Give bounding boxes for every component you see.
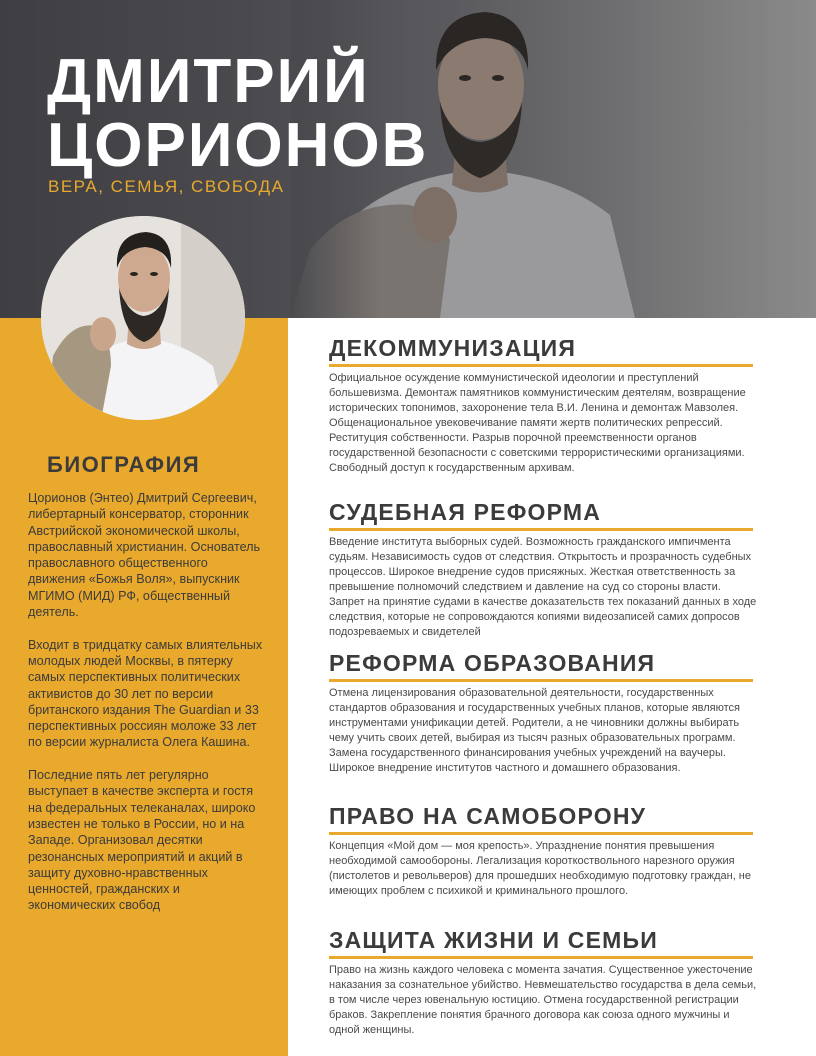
section-text: Концепция «Мой дом — моя крепость». Упразднение понятия превышения необходимой самообороны. Легализация короткоствольного нарезного оружия (пистолетов и револьверов) для прошедших необходимую подготовку граждан, не имеющих проблем с психикой и криминального прошлого. — [329, 840, 752, 897]
biography-paragraph: Последние пять лет регулярно выступает в качестве эксперта и гостя на федеральных телеканалах, широко известен не только в России, но и на Западе. Организовал десятки резонансных мероприятий и акций в защиту духовно-нравственных ценностей, гражданских и экономических свобод — [28, 768, 256, 913]
biography-title: БИОГРАФИЯ — [47, 452, 201, 477]
section-title: ДЕКОММУНИЗАЦИЯ — [329, 335, 577, 361]
section-title: ПРАВО НА САМОБОРОНУ — [329, 803, 647, 829]
section-divider — [329, 679, 753, 682]
section-self-defense — [329, 802, 759, 899]
section-life-and-family — [329, 926, 759, 1038]
name-line-1: ДМИТРИЙ — [47, 47, 370, 116]
section-text: Право на жизнь каждого человека с момента зачатия. Существенное ужесточение наказания за сознательное убийство. Невмешательство государства в дела семьи, в том числе через ювенальную юстицию. Отмена государственной регистрации браков. Закрепление понятия брачного договора как союза одного мужчины и одной женщины. — [329, 964, 757, 1036]
biography-text — [28, 490, 268, 930]
section-divider — [329, 528, 753, 531]
section-judicial-reform — [329, 498, 759, 640]
section-title: ЗАЩИТА ЖИЗНИ И СЕМЬИ — [329, 927, 658, 953]
person-name — [47, 47, 429, 180]
section-divider — [329, 832, 753, 835]
biography-paragraph: Цорионов (Энтео) Дмитрий Сергеевич, либертарный консерватор, сторонник Австрийской экономической школы, православный христианин. Основатель православного общественного движения «Божья Воля», выпускник МГИМО (МИД) РФ, общественный деятель. — [28, 491, 261, 620]
section-text: Отмена лицензирования образовательной деятельности, государственных стандартов образования и государственных учебных планов, которые являются инструментами унификации детей. Родители, а не чиновники должны выбирать чему учить своих детей, выбирая из тысяч разных образовательных программ. Замена государственного финансирования учебных учреждений на ваучеры. Широкое внедрение институтов частного и домашнего образования. — [329, 687, 741, 774]
avatar — [41, 216, 245, 420]
section-text: Введение института выборных судей. Возможность гражданского импичмента судьям. Независимость судов от следствия. Открытость и прозрачность судебных процессов. Широкое внедрение судов присяжных. Жесткая ответственность за превышение полномочий следствием и давление на суд со стороны власти. Запрет на принятие судами в качестве доказательств тех показаний данных в ходе следствия, которые не сопровождаются копиями видеозаписей самих допросов подозреваемых и свидетелей — [329, 536, 757, 638]
section-education-reform — [329, 649, 759, 776]
name-line-2: ЦОРИОНОВ — [47, 111, 429, 180]
section-divider — [329, 364, 753, 367]
tagline: ВЕРА, СЕМЬЯ, СВОБОДА — [48, 177, 285, 196]
section-title: РЕФОРМА ОБРАЗОВАНИЯ — [329, 650, 656, 676]
biography-paragraph: Входит в тридцатку самых влиятельных молодых людей Москвы, в пятерку самых перспективных политических активистов до 30 лет по версии британского издания The Guardian и 33 перспективных россиян моложе 33 лет по версии журналиста Олега Кашина. — [28, 637, 263, 750]
section-text: Официальное осуждение коммунистической идеологии и преступлений большевизма. Демонтаж памятников коммунистическим деятелям, возвращение исторических топонимов, захоронение тела В.И. Ленина и демонтаж Мавзолея. Общенациональное увековечивание памяти жертв политических репрессий. Реституция собственности. Разрыв порочной преемственности органов государственной безопасности с советскими террористическими организациями. Свободный доступ к государственным архивам. — [329, 372, 746, 474]
section-divider — [329, 956, 753, 959]
section-decommunization — [329, 334, 759, 476]
avatar-portrait-photo — [41, 216, 245, 420]
section-title: СУДЕБНАЯ РЕФОРМА — [329, 499, 602, 525]
